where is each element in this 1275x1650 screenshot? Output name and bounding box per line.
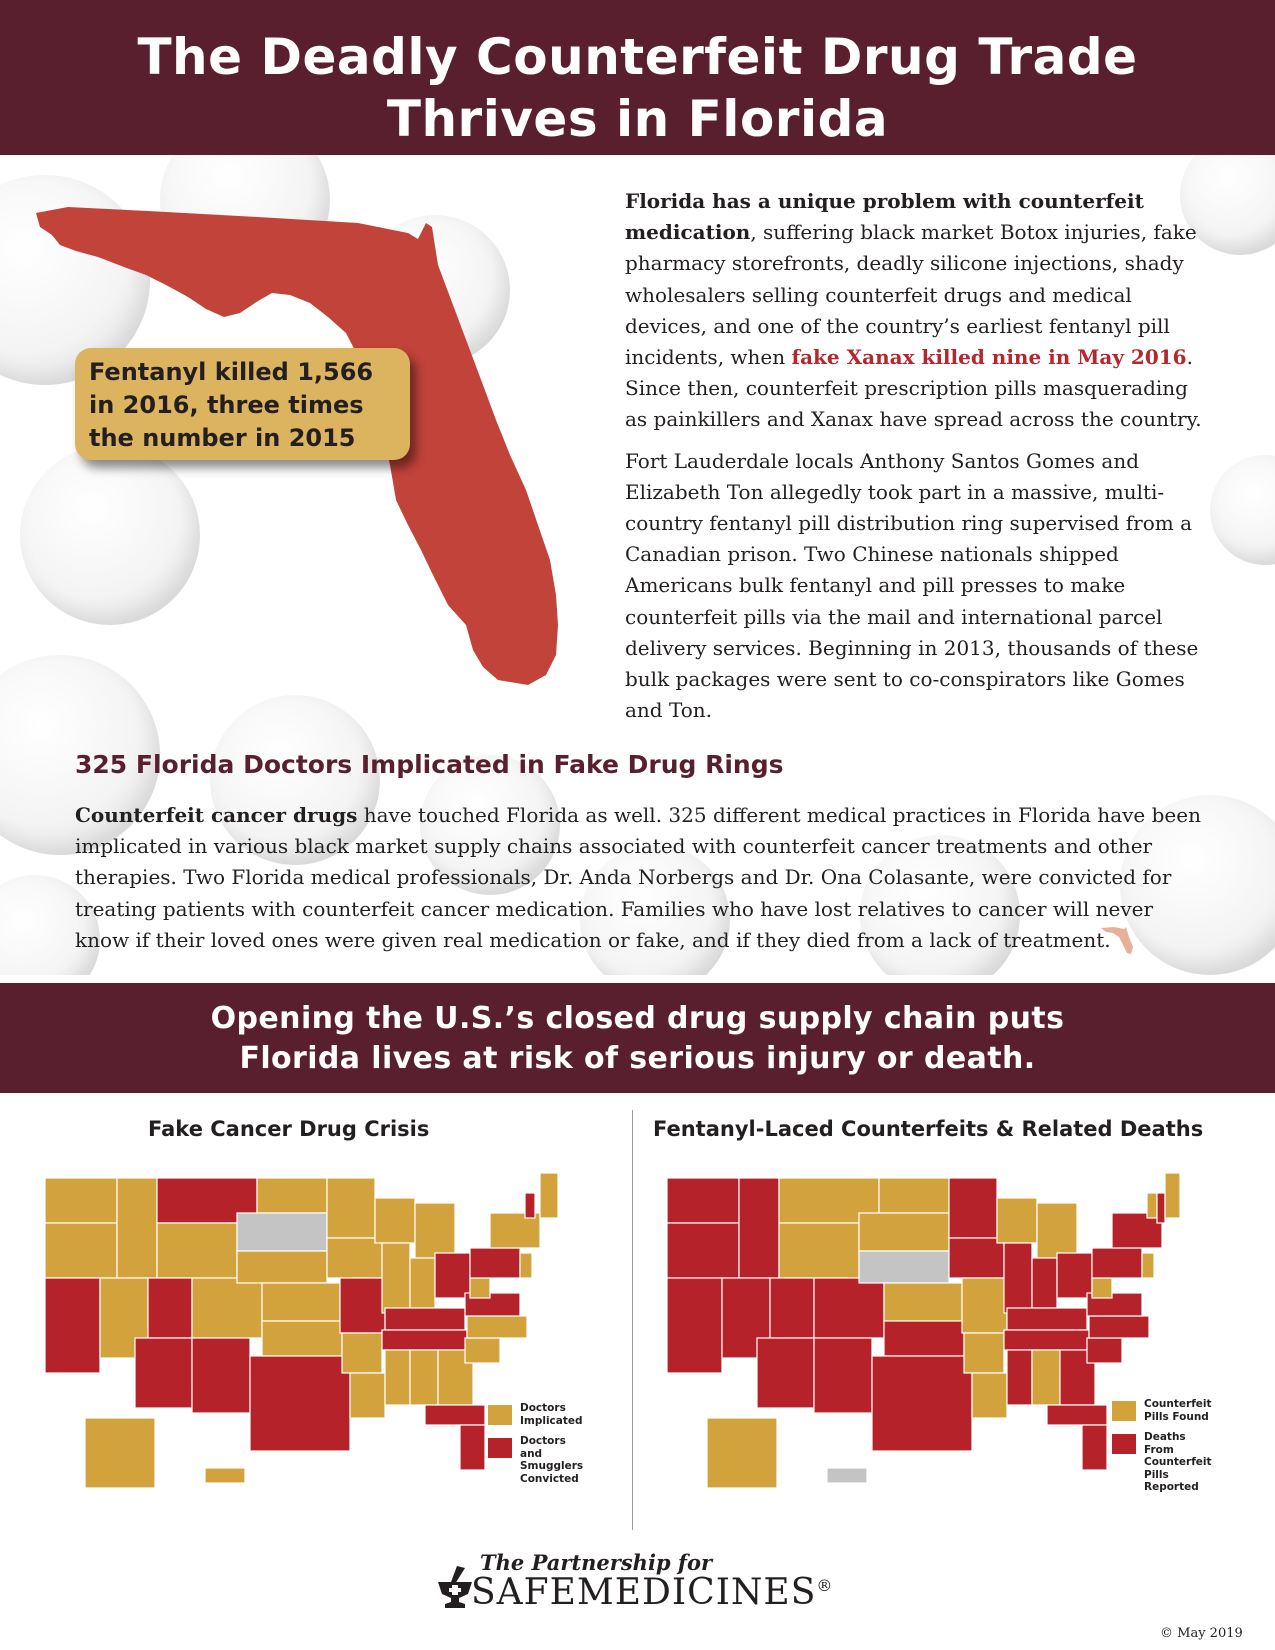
page-title: The Deadly Counterfeit Drug Trade Thrives in Florida [137, 28, 1138, 148]
legend-item-deaths-reported: Deaths From Counterfeit Pills Reported [1112, 1431, 1210, 1494]
left-map-legend [488, 1402, 583, 1493]
intro-paragraph-2: Fort Lauderdale locals Anthony Santos Gomes and Elizabeth Ton allegedly took part in a massive, multi-country fentanyl pill distribution ring supervised from a Canadian prison. Two Chinese nationals shipped Americans bulk fentanyl and pill presses to make counterfeit pills via the mail and international parcel delivery services. Beginning in 2013, thousands of these bulk packages were sent to co-conspirators like Gomes and Ton. [625, 448, 1199, 723]
state-la [972, 1373, 1007, 1418]
state-ky [1007, 1308, 1087, 1330]
state-oh [435, 1253, 470, 1298]
state-nh [1157, 1193, 1165, 1223]
mortar-pestle-icon [435, 1564, 475, 1608]
legend-item-convicted: Doctors and Smugglers Convicted [488, 1435, 583, 1485]
state-id [117, 1178, 157, 1278]
state-in [410, 1258, 435, 1308]
legend-swatch-gold [488, 1405, 512, 1425]
state-wy [157, 1223, 237, 1278]
state-ks [262, 1283, 340, 1321]
state-nc [1089, 1316, 1149, 1338]
state-mi [1037, 1203, 1077, 1258]
florida-map [28, 205, 618, 715]
section-paragraph: Counterfeit cancer drugs have touched Florida as well. 325 different medical practices in Florida have been implicated in various black market supply chains associated with counterfeit cancer treatments and other therapies. Two Florida medical professionals, Dr. Anda Norbergs and Dr. Ona Colasante, were convicted for treating patients with counterfeit cancer medication. Families who have lost relatives to cancer will never know if their loved ones were given real medication or fake, and if they died from a lack of treatment. [75, 803, 1201, 952]
state-il [382, 1243, 410, 1313]
state-mi [415, 1203, 455, 1258]
state-ks [884, 1283, 962, 1321]
state-nd [257, 1178, 327, 1213]
state-ut [148, 1278, 192, 1338]
legend-swatch-gold [1112, 1401, 1136, 1421]
legend-item-doctors-implicated: Doctors Implicated [488, 1402, 583, 1427]
florida-mini-icon [1100, 925, 1134, 955]
state-fl-peninsula [1082, 1425, 1107, 1470]
state-ok [884, 1321, 964, 1356]
state-pa [1092, 1248, 1142, 1278]
xanax-link[interactable]: fake Xanax killed nine in May 2016 [791, 345, 1187, 370]
state-ok [262, 1321, 342, 1356]
state-ia [327, 1238, 382, 1278]
state-wv [1092, 1278, 1112, 1298]
state-ne [859, 1251, 949, 1283]
state-pa [470, 1248, 520, 1278]
state-fl [1047, 1405, 1107, 1425]
legend-swatch-red [488, 1438, 512, 1458]
state-tn [382, 1330, 467, 1350]
state-sc [465, 1338, 500, 1363]
state-ar [964, 1333, 1004, 1373]
state-nm [814, 1338, 872, 1413]
state-nc [467, 1316, 527, 1338]
state-wi [997, 1198, 1037, 1243]
right-map-legend [1112, 1398, 1210, 1502]
section-heading: 325 Florida Doctors Implicated in Fake Drug Rings [75, 750, 784, 779]
state-mn [949, 1178, 997, 1238]
state-il [1004, 1243, 1032, 1313]
state-az [757, 1338, 814, 1408]
legend-swatch-red [1112, 1434, 1136, 1454]
state-or [667, 1223, 739, 1278]
state-fl [425, 1405, 485, 1425]
state-vt [525, 1193, 535, 1218]
state-wa [667, 1178, 739, 1223]
state-fl-peninsula [460, 1425, 485, 1470]
intro-paragraph-1: Florida has a unique problem with counterfeit medication, suffering black market Botox injuries, fake pharmacy storefronts, deadly silicone injections, shady wholesalers selling counterfeit drugs and medical devices, and one of the country’s earliest fentanyl pill incidents, when fake Xanax killed nine in May 2016. Since then, counterfeit prescription pills masquerading as painkillers and Xanax have spread across the country. [625, 189, 1202, 432]
state-in [1032, 1258, 1057, 1308]
state-ut [770, 1278, 814, 1338]
left-map-title: Fake Cancer Drug Crisis [148, 1117, 430, 1141]
state-hi [827, 1468, 867, 1483]
logo-wordmark: SAFEMEDICINES® [471, 1572, 834, 1613]
right-map-title: Fentanyl-Laced Counterfeits & Related Deaths [653, 1117, 1204, 1141]
state-ca [667, 1278, 722, 1373]
state-sd [859, 1213, 949, 1251]
state-ky [385, 1308, 465, 1330]
state-ak [707, 1418, 777, 1488]
state-ms [1007, 1350, 1032, 1405]
state-wi [375, 1198, 415, 1243]
state-co [192, 1278, 262, 1338]
fentanyl-stat-callout: Fentanyl killed 1,566 in 2016, three times the number in 2015 [75, 348, 410, 460]
section-text [75, 800, 1205, 966]
state-al [410, 1350, 438, 1405]
state-id [739, 1178, 779, 1278]
state-hi [205, 1468, 245, 1483]
state-mn [327, 1178, 375, 1238]
state-ms [385, 1350, 410, 1405]
state-ia [949, 1238, 1004, 1278]
safe-medicines-logo [435, 1550, 855, 1622]
title-banner [0, 0, 1275, 155]
copyright-text: © May 2019 [1160, 1626, 1243, 1641]
state-ca [45, 1278, 100, 1373]
logo-tagline: The Partnership for [480, 1550, 713, 1575]
state-nm [192, 1338, 250, 1413]
state-oh [1057, 1253, 1092, 1298]
fentanyl-us-map [662, 1168, 1182, 1498]
state-me [540, 1173, 558, 1218]
state-wv [470, 1278, 490, 1298]
state-tx [250, 1356, 350, 1451]
state-tn [1004, 1330, 1089, 1350]
state-co [814, 1278, 884, 1338]
state-tx [872, 1356, 972, 1451]
state-ne [237, 1251, 327, 1283]
state-vt [1147, 1193, 1157, 1218]
state-wy [779, 1223, 859, 1278]
state-nj [1142, 1253, 1154, 1278]
state-wa [45, 1178, 117, 1223]
state-sc [1087, 1338, 1122, 1363]
state-me [1165, 1173, 1180, 1218]
map-divider [632, 1110, 633, 1530]
state-nd [879, 1178, 949, 1213]
state-ak [85, 1418, 155, 1488]
state-nj [520, 1253, 532, 1278]
state-al [1032, 1350, 1060, 1405]
state-mo [962, 1278, 1007, 1333]
state-sd [237, 1213, 327, 1251]
state-la [350, 1373, 385, 1418]
state-az [135, 1338, 192, 1408]
intro-text [625, 186, 1215, 736]
legend-item-pills-found: Counterfeit Pills Found [1112, 1398, 1210, 1423]
cancer-drug-us-map [40, 1168, 560, 1498]
state-mo [340, 1278, 385, 1333]
supply-chain-banner: Opening the U.S.’s closed drug supply chain puts Florida lives at risk of serious injury or death. [0, 983, 1275, 1093]
state-ar [342, 1333, 382, 1373]
state-or [45, 1223, 117, 1278]
